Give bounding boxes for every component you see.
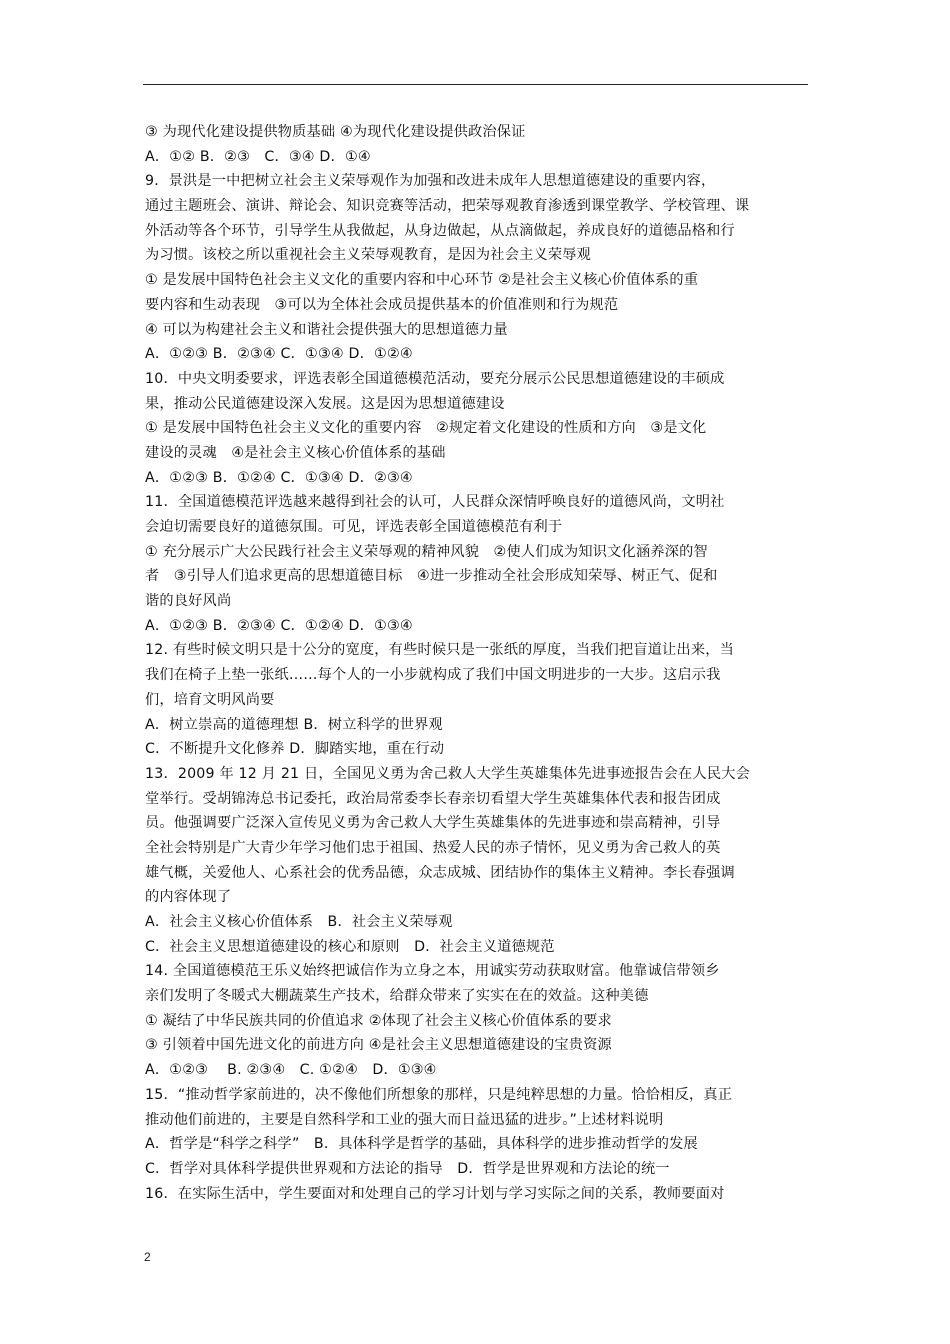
- text-line: 11．全国道德模范评选越来越得到社会的认可，人民群众深情呼唤良好的道德风尚，文明社: [145, 494, 725, 511]
- text-line: A．社会主义核心价值体系 B．社会主义荣辱观: [145, 914, 453, 930]
- text-line: 10．中央文明委要求，评选表彰全国道德模范活动，要充分展示公民思想道德建设的丰硕成: [145, 370, 725, 387]
- text-line: C．哲学对具体科学提供世界观和方法论的指导 D．哲学是世界观和方法论的统一: [145, 1160, 670, 1177]
- text-line: 15．“推动哲学家前进的，决不像他们所想象的那样，只是纯粹思想的力量。恰恰相反，真正: [145, 1086, 733, 1103]
- text-line: ① 是发展中国特色社会主义文化的重要内容和中心环节 ②是社会主义核心价值体系的重: [145, 272, 699, 289]
- text-line: 通过主题班会、演讲、辩论会、知识竞赛等活动，把荣辱观教育渗透到课堂教学、学校管理、课: [145, 198, 750, 215]
- text-line: A．①② B．②③ C．③④ D．①④: [145, 148, 371, 165]
- text-line: A．哲学是“科学之科学” B．具体科学是哲学的基础，具体科学的进步推动哲学的发展: [145, 1136, 698, 1153]
- text-line: ③ 引领着中国先进文化的前进方向 ④是社会主义思想道德建设的宝贵资源: [145, 1037, 612, 1054]
- text-line: 外活动等各个环节，引导学生从我做起，从身边做起，从点滴做起，养成良好的道德品格和行: [145, 222, 735, 239]
- text-line: 全社会特别是广大青少年学习他们忠于祖国、热爱人民的赤子情怀，见义勇为舍己救人的英: [145, 839, 721, 856]
- text-line: C．社会主义思想道德建设的核心和原则 D．社会主义道德规范: [145, 938, 555, 955]
- text-line: 员。他强调要广泛深入宣传见义勇为舍己救人大学生英雄集体的先进事迹和崇高精神，引导: [145, 815, 721, 832]
- document-body: [145, 120, 810, 1206]
- text-line: ① 充分展示广大公民践行社会主义荣辱观的精神风貌 ②使人们成为知识文化涵养深的智: [145, 543, 708, 560]
- text-line: ① 凝结了中华民族共同的价值追求 ②体现了社会主义核心价值体系的要求: [145, 1012, 612, 1029]
- text-line: 我们在椅子上垫一张纸……每个人的一小步就构成了我们中国文明进步的一大步。这启示我: [145, 667, 721, 684]
- text-line: ① 是发展中国特色社会主义文化的重要内容 ②规定着文化建设的性质和方向 ③是文化: [145, 420, 707, 437]
- text-line: 13．2009 年 12 月 21 日，全国见义勇为舍己救人大学生英雄集体先进事迹报告会在人民大会: [145, 765, 750, 782]
- text-line: 者 ③引导人们追求更高的思想道德目标 ④进一步推动全社会形成知荣辱、树正气、促和: [145, 568, 718, 585]
- header-rule: [143, 84, 808, 85]
- text-line: 亲们发明了冬暖式大棚蔬菜生产技术，给群众带来了实实在在的效益。这种美德: [145, 988, 649, 1005]
- text-line: 推动他们前进的，主要是自然科学和工业的强大而日益迅猛的进步。”上述材料说明: [145, 1111, 664, 1128]
- text-line: 要内容和生动表现 ③可以为全体社会成员提供基本的价值准则和行为规范: [145, 296, 619, 313]
- text-line: 们，培育文明风尚要: [145, 691, 275, 708]
- text-line: 9．景洪是一中把树立社会主义荣辱观作为加强和改进未成年人思想道德建设的重要内容，: [145, 173, 716, 190]
- text-line: 堂举行。受胡锦涛总书记委托，政治局常委李长春亲切看望大学生英雄集体代表和报告团成: [145, 790, 721, 807]
- text-line: A．树立崇高的道德理想 B．树立科学的世界观: [145, 716, 443, 733]
- text-line: 为习惯。该校之所以重视社会主义荣辱观教育，是因为社会主义荣辱观: [145, 247, 592, 264]
- text-line: 果，推动公民道德建设深入发展。这是因为思想道德建设: [145, 395, 505, 412]
- text-line: ④ 可以为构建社会主义和谐社会提供强大的思想道德力量: [145, 321, 508, 338]
- text-line: ③ 为现代化建设提供物质基础 ④为现代化建设提供政治保证: [145, 124, 526, 140]
- text-line: 16．在实际生活中，学生要面对和处理自己的学习计划与学习实际之间的关系，教师要面对: [145, 1185, 725, 1202]
- text-line: 会迫切需要良好的道德氛围。可见，评选表彰全国道德模范有利于: [145, 519, 563, 535]
- text-line: 14. 全国道德模范王乐义始终把诚信作为立身之本，用诚实劳动获取财富。他靠诚信带领乡: [145, 963, 720, 980]
- page-number: 2: [144, 1250, 151, 1264]
- text-line: A．①②③ B．①②④ C．①③④ D．②③④: [145, 469, 413, 486]
- text-line: 12. 有些时候文明只是十公分的宽度，有些时候只是一张纸的厚度，当我们把盲道让出来，当: [145, 642, 734, 659]
- text-line: C．不断提升文化修养 D．脚踏实地，重在行动: [145, 741, 445, 758]
- text-line: A．①②③ B．②③④ C．①③④ D．①②④: [145, 346, 413, 363]
- text-line: 的内容体现了: [145, 889, 232, 906]
- text-line: 建设的灵魂 ④是社会主义核心价值体系的基础: [145, 444, 446, 461]
- text-line: 雄气概，关爱他人、心系社会的优秀品德，众志成城、团结协作的集体主义精神。李长春强调: [145, 864, 735, 881]
- text-line: A．①②③ B．②③④ C．①②④ D．①③④: [145, 617, 413, 634]
- text-line: 谐的良好风尚: [145, 593, 232, 610]
- text-line: A．①②③ B. ②③④ C. ①②④ D．①③④: [145, 1062, 437, 1079]
